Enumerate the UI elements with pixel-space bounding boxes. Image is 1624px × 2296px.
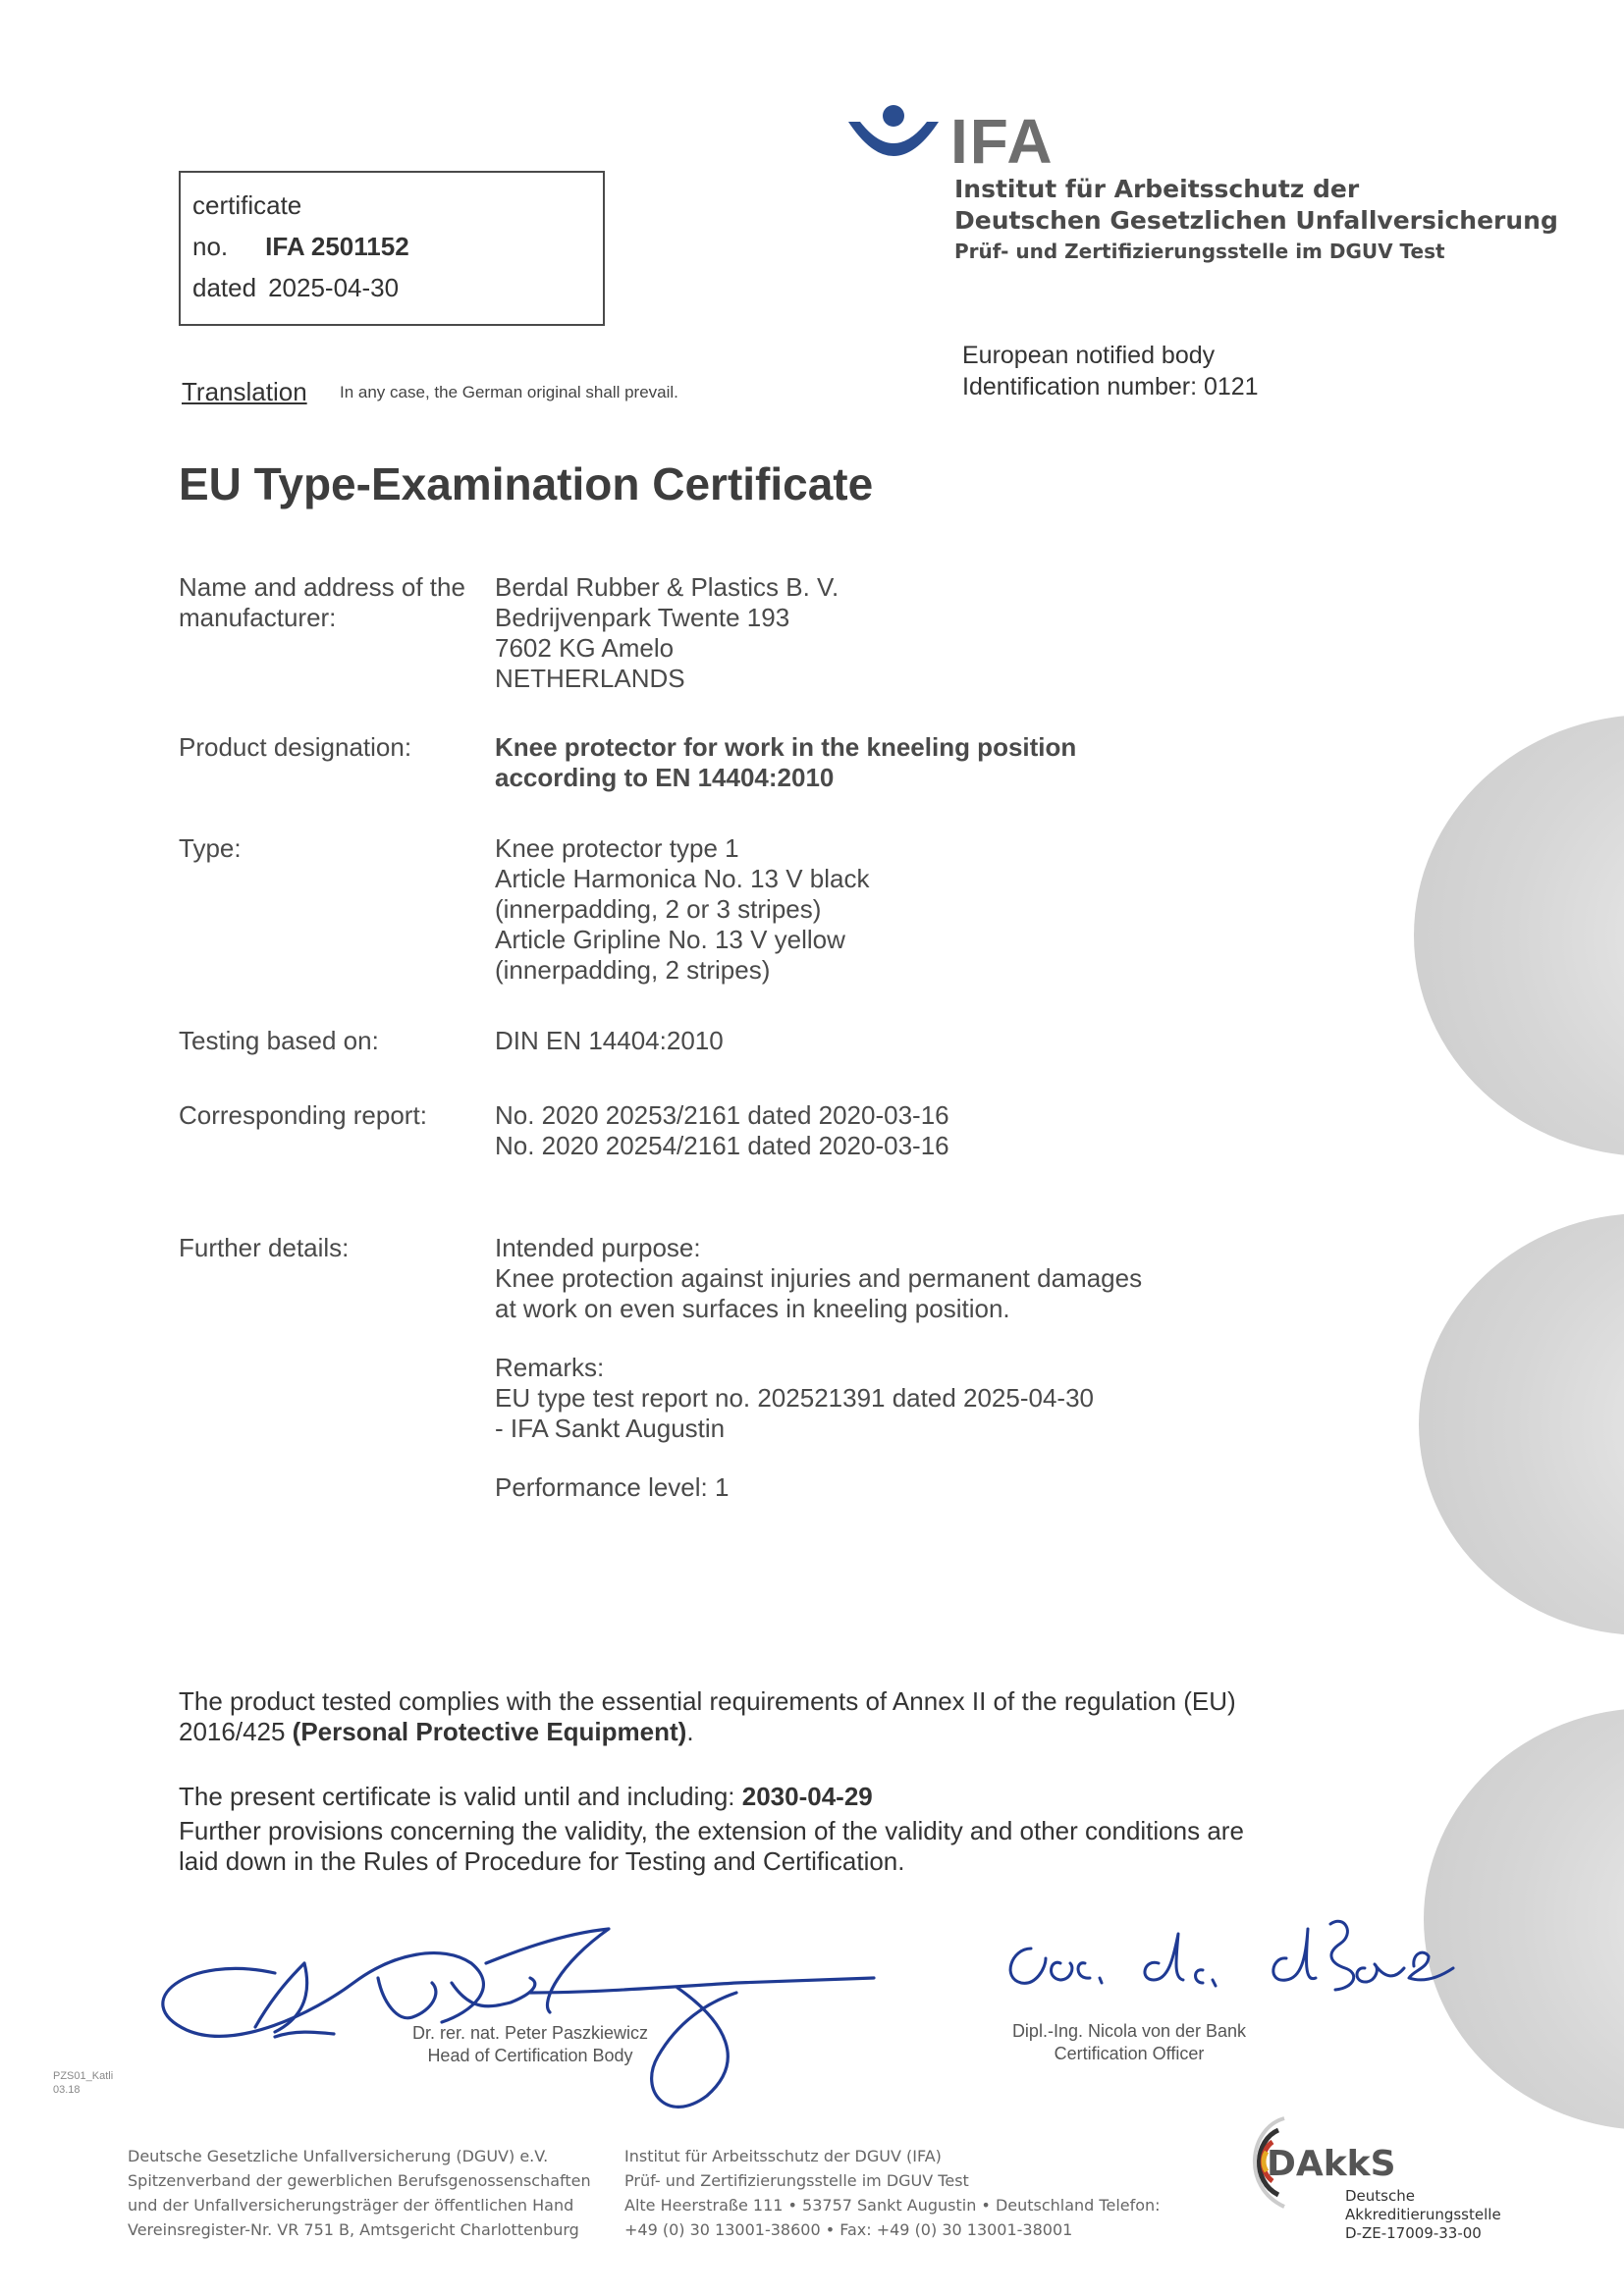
signature-certification-officer — [992, 1909, 1473, 2007]
dakks-line: Akkreditierungsstelle — [1345, 2206, 1501, 2223]
compliance-line1: The product tested complies with the essential requirements of Annex II of the regulation (EU) — [179, 1686, 1236, 1716]
form-code-line2: 03.18 — [53, 2084, 81, 2096]
compliance-statement — [179, 1686, 1236, 1747]
signatory-left — [393, 2022, 668, 2067]
footer-line: +49 (0) 30 13001-38600 • Fax: +49 (0) 30 13001-38001 — [624, 2220, 1073, 2239]
further-details-label: Further details: — [179, 1233, 350, 1262]
institute-name-line2: Deutschen Gesetzlichen Unfallversicherung — [954, 206, 1558, 235]
intended-purpose-line: at work on even surfaces in kneeling position. — [495, 1294, 1010, 1323]
manufacturer-label-line1: Name and address of the — [179, 572, 465, 602]
institute-name-line3: Prüf- und Zertifizierungsstelle im DGUV Test — [954, 240, 1445, 263]
translation-note: In any case, the German original shall prevail. — [340, 383, 678, 401]
certificate-number-row — [192, 232, 409, 262]
intended-purpose-line: Knee protection against injuries and permanent damages — [495, 1263, 1143, 1293]
footer-line: Vereinsregister-Nr. VR 751 B, Amtsgericht Charlottenburg — [128, 2220, 579, 2239]
ifa-logo-text: IFA — [950, 106, 1055, 177]
manufacturer-label — [179, 572, 465, 633]
remarks — [495, 1353, 1094, 1444]
report-line: No. 2020 20253/2161 dated 2020-03-16 — [495, 1100, 949, 1130]
footer-line: Prüf- und Zertifizierungsstelle im DGUV Test — [624, 2171, 969, 2190]
product-designation-value — [495, 732, 1076, 793]
report-line: No. 2020 20254/2161 dated 2020-03-16 — [495, 1131, 949, 1160]
manufacturer-street: Bedrijvenpark Twente 193 — [495, 603, 790, 632]
certificate-no-label: no. — [192, 232, 229, 261]
validity-date: 2030-04-29 — [741, 1782, 873, 1811]
signatory-right-name: Dipl.-Ing. Nicola von der Bank — [1011, 2021, 1247, 2041]
intended-purpose-heading: Intended purpose: — [495, 1233, 701, 1262]
signatory-right — [992, 2020, 1267, 2065]
notified-body-id: Identification number: 0121 — [962, 373, 1259, 400]
validity-line2: Further provisions concerning the validity, the extension of the validity and other conditions are — [179, 1816, 1244, 1845]
page-title: EU Type-Examination Certificate — [179, 458, 874, 509]
signatory-left-role: Head of Certification Body — [427, 2046, 633, 2065]
certificate-dated-label: dated — [192, 273, 257, 302]
ifa-logo-icon — [844, 100, 943, 169]
remarks-heading: Remarks: — [495, 1353, 605, 1382]
type-label: Type: — [179, 833, 242, 863]
report-label: Corresponding report: — [179, 1100, 427, 1130]
manufacturer-label-line2: manufacturer: — [179, 603, 337, 632]
certificate-date: 2025-04-30 — [268, 273, 400, 302]
dakks-accreditation-number: D-ZE-17009-33-00 — [1345, 2224, 1482, 2242]
footer-line: Alte Heerstraße 111 • 53757 Sankt Augustin • Deutschland Telefon: — [624, 2196, 1161, 2215]
decorative-disc-top — [1414, 715, 1624, 1156]
form-code-line1: PZS01_Katli — [53, 2070, 114, 2082]
product-designation-line2: according to EN 14404:2010 — [495, 763, 835, 792]
compliance-regulation-name: (Personal Protective Equipment) — [292, 1717, 687, 1746]
manufacturer-name: Berdal Rubber & Plastics B. V. — [495, 572, 839, 602]
remarks-line: EU type test report no. 202521391 dated 2025-04-30 — [495, 1383, 1094, 1413]
validity-prefix: The present certificate is valid until and including: — [179, 1782, 742, 1811]
notified-body-label: European notified body — [962, 342, 1216, 369]
intended-purpose — [495, 1233, 1142, 1324]
report-value — [495, 1100, 949, 1161]
decorative-disc-middle — [1419, 1213, 1624, 1635]
form-code — [53, 2069, 113, 2097]
footer-ifa-contact — [624, 2144, 1161, 2242]
certificate-number: IFA 2501152 — [265, 232, 409, 261]
validity-line1 — [179, 1782, 1244, 1812]
signature-head-of-certification — [147, 1895, 893, 2120]
type-value — [495, 833, 869, 986]
translation-label: Translation — [182, 377, 307, 406]
remarks-line: - IFA Sankt Augustin — [495, 1414, 726, 1443]
type-line: Article Harmonica No. 13 V black — [495, 864, 870, 893]
testing-label: Testing based on: — [179, 1026, 379, 1055]
manufacturer-country: NETHERLANDS — [495, 664, 685, 693]
product-designation-label: Product designation: — [179, 732, 412, 762]
compliance-line2 — [179, 1717, 1236, 1747]
manufacturer-city: 7602 KG Amelo — [495, 633, 675, 663]
type-line: Knee protector type 1 — [495, 833, 739, 863]
dakks-logo-text: DAkkS — [1267, 2144, 1396, 2184]
footer-line: Spitzenverband der gewerblichen Berufsgenossenschaften — [128, 2171, 591, 2190]
certificate-number-box — [179, 171, 605, 326]
performance-level: Performance level: 1 — [495, 1472, 730, 1502]
footer-line: und der Unfallversicherungsträger der öffentlichen Hand — [128, 2196, 574, 2215]
dakks-line: Deutsche — [1345, 2187, 1415, 2205]
type-line: (innerpadding, 2 stripes) — [495, 955, 771, 985]
compliance-regulation: 2016/425 — [179, 1717, 293, 1746]
footer-line: Deutsche Gesetzliche Unfallversicherung (DGUV) e.V. — [128, 2147, 549, 2165]
manufacturer-address — [495, 572, 839, 694]
type-line: (innerpadding, 2 or 3 stripes) — [495, 894, 822, 924]
validity-line3: laid down in the Rules of Procedure for Testing and Certification. — [179, 1846, 905, 1876]
footer-line: Institut für Arbeitsschutz der DGUV (IFA) — [624, 2147, 942, 2165]
signatory-right-role: Certification Officer — [1054, 2044, 1205, 2063]
dakks-accreditation — [1345, 2187, 1501, 2243]
certificate-date-row — [192, 273, 399, 303]
certificate-label: certificate — [192, 190, 302, 220]
signatory-left-name: Dr. rer. nat. Peter Paszkiewicz — [411, 2023, 649, 2043]
product-designation-line1: Knee protector for work in the kneeling position — [495, 732, 1077, 762]
compliance-period: . — [686, 1717, 694, 1746]
testing-value: DIN EN 14404:2010 — [495, 1026, 724, 1055]
validity-statement — [179, 1782, 1244, 1877]
footer-dguv-info — [128, 2144, 591, 2242]
institute-name-line1: Institut für Arbeitsschutz der — [954, 175, 1360, 203]
type-line: Article Gripline No. 13 V yellow — [495, 925, 845, 954]
